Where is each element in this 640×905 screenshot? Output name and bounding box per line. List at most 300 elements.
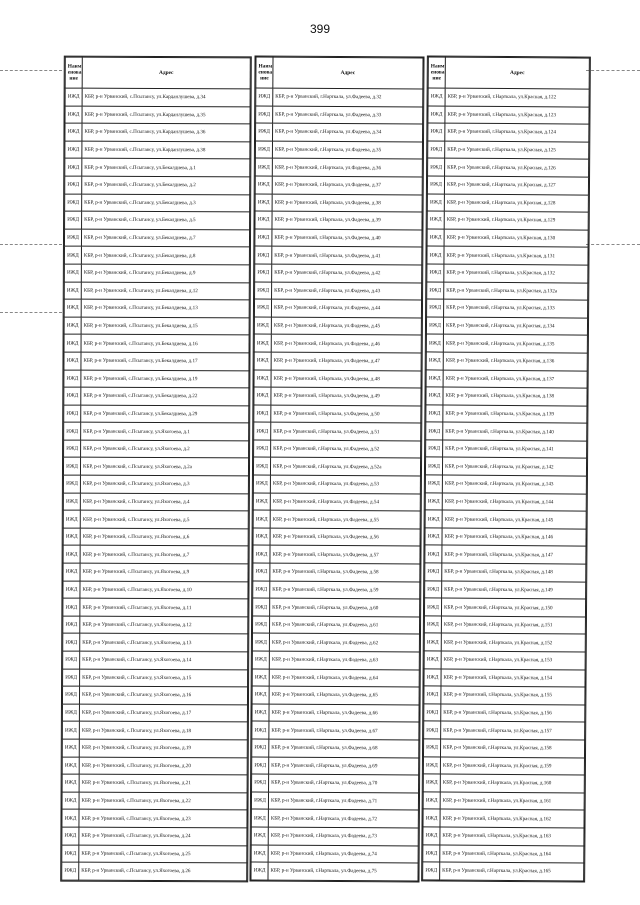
table-row <box>255 229 422 248</box>
address-cell: КБР, р-н Урванский, г.Нарткала, ул.Красная, д.156 <box>441 704 585 723</box>
table-row <box>255 246 422 265</box>
table-row <box>254 369 421 388</box>
address-cell: КБР, р-н Урванский, г.Нарткала, ул.Красная, д.133 <box>444 299 588 318</box>
address-cell: КБР, р-н Урванский, г.Нарткала, ул.Красная, д.123 <box>445 106 589 125</box>
object-kind-cell: ИЖД <box>63 458 80 476</box>
table-row <box>251 862 418 881</box>
object-kind-cell: ИЖД <box>63 475 80 493</box>
table-row <box>253 510 420 529</box>
table-row <box>62 704 247 722</box>
object-kind-cell: ИЖД <box>252 633 269 651</box>
object-kind-cell: ИЖД <box>254 440 271 458</box>
table-row <box>424 721 585 740</box>
object-kind-cell: ИЖД <box>424 651 441 669</box>
address-cell: КБР, р-н Урванский, г.Нарткала, ул.Красная, д.129 <box>444 211 588 230</box>
address-cell: КБР, р-н Урванский, г.Нарткала, ул.Фадеева, д.34 <box>273 123 423 142</box>
address-cell: КБР, р-н Урванский, г.Нарткала, ул.Красная, д.153 <box>441 651 585 670</box>
page-number: 399 <box>309 22 331 36</box>
address-cell: КБР, р-н Урванский, с.Псыгансу, ул.Яхогоева, д.15 <box>80 669 248 687</box>
address-cell: КБР, р-н Урванский, г.Нарткала, ул.Красная, д.163 <box>440 827 584 846</box>
table-row <box>428 141 589 160</box>
object-kind-cell: ИЖД <box>423 756 440 774</box>
address-cell: КБР, р-н Урванский, г.Нарткала, ул.Фадеева, д.36 <box>272 158 422 177</box>
table-row <box>425 493 586 512</box>
address-cell: КБР, р-н Урванский, с.Псыгансу, ул.Яхогоева, д.22 <box>79 792 247 810</box>
table-row <box>426 352 587 371</box>
address-cell: КБР, р-н Урванский, г.Нарткала, ул.Фадеева, д.71 <box>268 792 418 811</box>
object-kind-cell: ИЖД <box>255 194 272 212</box>
address-cell: КБР, р-н Урванский, г.Нарткала, ул.Красная, д.130 <box>444 229 588 248</box>
table-row <box>427 246 588 265</box>
object-kind-cell: ИЖД <box>255 264 272 282</box>
table-row <box>427 229 588 248</box>
object-kind-cell: ИЖД <box>427 281 444 299</box>
table-row <box>62 721 247 739</box>
table-row <box>424 686 585 705</box>
object-kind-cell: ИЖД <box>63 651 80 669</box>
table-row <box>428 88 589 107</box>
address-cell: КБР, р-н Урванский, с.Псыгансу, ул.Бекалдиева, д.2 <box>82 176 250 194</box>
address-cell: КБР, р-н Урванский, с.Псыгансу, ул.Бекалдиева, д.1 <box>82 159 250 177</box>
object-kind-cell: ИЖД <box>64 405 81 423</box>
address-cell: КБР, р-н Урванский, г.Нарткала, ул.Фадеева, д.70 <box>269 774 419 793</box>
table-row <box>253 457 420 476</box>
object-kind-cell: ИЖД <box>426 334 443 352</box>
address-cell: КБР, р-н Урванский, г.Нарткала, ул.Фадеева, д.60 <box>270 598 420 617</box>
table-row <box>256 106 423 125</box>
table-row <box>423 739 584 758</box>
scan-cut-line <box>0 244 62 245</box>
object-kind-cell: ИЖД <box>423 809 440 827</box>
object-kind-cell: ИЖД <box>255 176 272 194</box>
address-cell: КБР, р-н Урванский, г.Нарткала, ул.Красная, д.162 <box>440 809 584 828</box>
address-cell: КБР, р-н Урванский, с.Псыгансу, ул.Яхогоева, д.2а <box>80 458 248 476</box>
table-row <box>63 563 248 581</box>
address-cell: КБР, р-н Урванский, г.Нарткала, ул.Красная, д.150 <box>441 598 585 617</box>
object-kind-cell: ИЖД <box>251 827 268 845</box>
table-row <box>427 194 588 213</box>
table-row <box>251 845 418 864</box>
scan-cut-line <box>0 312 62 313</box>
object-kind-cell: ИЖД <box>65 211 82 229</box>
header-address: Адрес <box>82 57 250 89</box>
address-cell: КБР, р-н Урванский, с.Псыгансу, ул.Яхогоева, д.2 <box>81 440 249 458</box>
table-row <box>423 862 584 881</box>
address-cell: КБР, р-н Урванский, с.Псыгансу, ул.Бекалдиева, д.19 <box>81 370 249 388</box>
table-row <box>252 616 419 635</box>
object-kind-cell: ИЖД <box>252 686 269 704</box>
address-cell: КБР, р-н Урванский, г.Нарткала, ул.Красная, д.151 <box>441 616 585 635</box>
object-kind-cell: ИЖД <box>254 422 271 440</box>
table-row <box>65 141 250 159</box>
object-kind-cell: ИЖД <box>254 317 271 335</box>
table-row <box>424 616 585 635</box>
address-cell: КБР, р-н Урванский, с.Псыгансу, ул.Яхогоева, д.24 <box>79 827 247 845</box>
address-cell: КБР, р-н Урванский, г.Нарткала, ул.Красная, д.155 <box>441 686 585 705</box>
object-kind-cell: ИЖД <box>62 739 79 757</box>
address-cell: КБР, р-н Урванский, г.Нарткала, ул.Красная, д.161 <box>440 792 584 811</box>
table-row <box>64 422 249 440</box>
address-cell: КБР, р-н Урванский, г.Нарткала, ул.Фадеева, д.63 <box>269 651 419 670</box>
address-cell: КБР, р-н Урванский, г.Нарткала, ул.Фадеева, д.56 <box>270 528 420 547</box>
object-kind-cell: ИЖД <box>64 317 81 335</box>
address-cell: КБР, р-н Урванский, с.Псыгансу, ул.Бекалдиева, д.15 <box>81 317 249 335</box>
object-kind-cell: ИЖД <box>253 598 270 616</box>
object-kind-cell: ИЖД <box>64 352 81 370</box>
table-row <box>254 334 421 353</box>
table-row <box>63 669 248 687</box>
table-row <box>64 405 249 423</box>
table-row <box>63 616 248 634</box>
table-row <box>427 176 588 195</box>
object-kind-cell: ИЖД <box>253 457 270 475</box>
object-kind-cell: ИЖД <box>255 141 272 159</box>
object-kind-cell: ИЖД <box>428 141 445 159</box>
table-row <box>423 827 584 846</box>
table-row <box>255 176 422 195</box>
object-kind-cell: ИЖД <box>426 440 443 458</box>
object-kind-cell: ИЖД <box>424 616 441 634</box>
object-kind-cell: ИЖД <box>63 598 80 616</box>
table-row <box>254 405 421 424</box>
object-kind-cell: ИЖД <box>425 581 442 599</box>
object-kind-cell: ИЖД <box>62 809 79 827</box>
table-row <box>426 369 587 388</box>
address-cell: КБР, р-н Урванский, г.Нарткала, ул.Красная, д.157 <box>441 721 585 740</box>
table-row <box>425 528 586 547</box>
table-row <box>64 352 249 370</box>
table-row <box>423 844 584 863</box>
object-kind-cell: ИЖД <box>65 141 82 159</box>
address-cell: КБР, р-н Урванский, с.Псыгансу, ул.Яхогоева, д.16 <box>79 686 247 704</box>
address-cell: КБР, р-н Урванский, г.Нарткала, ул.Красная, д.158 <box>440 739 584 758</box>
address-cell: КБР, р-н Урванский, г.Нарткала, ул.Красная, д.131 <box>444 246 588 265</box>
address-cell: КБР, р-н Урванский, с.Псыгансу, ул.Яхогоева, д.21 <box>79 774 247 792</box>
object-kind-cell: ИЖД <box>64 264 81 282</box>
object-kind-cell: ИЖД <box>428 158 445 176</box>
address-cell: КБР, р-н Урванский, с.Псыгансу, ул.Яхогоева, д.23 <box>79 810 247 828</box>
address-cell: КБР, р-н Урванский, г.Нарткала, ул.Фадеева, д.69 <box>269 757 419 776</box>
address-cell: КБР, р-н Урванский, г.Нарткала, ул.Фадеева, д.57 <box>270 546 420 565</box>
table-row <box>63 475 248 493</box>
header-address: Адрес <box>445 57 589 89</box>
object-kind-cell: ИЖД <box>252 616 269 634</box>
table-row <box>427 299 588 318</box>
table-row <box>64 282 249 300</box>
object-kind-cell: ИЖД <box>64 440 81 458</box>
object-kind-cell: ИЖД <box>63 634 80 652</box>
address-cell: КБР, р-н Урванский, г.Нарткала, ул.Фадеева, д.49 <box>271 387 421 406</box>
address-cell: КБР, р-н Урванский, г.Нарткала, ул.Красная, д.132 <box>444 264 588 283</box>
address-cell: КБР, р-н Урванский, г.Нарткала, ул.Красная, д.141 <box>443 440 587 459</box>
object-kind-cell: ИЖД <box>64 229 81 247</box>
object-kind-cell: ИЖД <box>427 194 444 212</box>
object-kind-cell: ИЖД <box>426 317 443 335</box>
table-row <box>62 757 247 775</box>
table-row <box>426 440 587 459</box>
address-cell: КБР, р-н Урванский, с.Псыгансу, ул.Яхогоева, д.9 <box>80 563 248 581</box>
address-cell: КБР, р-н Урванский, г.Нарткала, ул.Красная, д.149 <box>442 581 586 600</box>
table-row <box>426 387 587 406</box>
table-row <box>255 158 422 177</box>
object-kind-cell: ИЖД <box>62 721 79 739</box>
address-cell: КБР, р-н Урванский, г.Нарткала, ул.Фадеева, д.55 <box>270 510 420 529</box>
table-row <box>253 581 420 600</box>
header-kind: Наим енова ние <box>256 57 273 88</box>
address-cell: КБР, р-н Урванский, г.Нарткала, ул.Красная, д.147 <box>442 545 586 564</box>
address-cell: КБР, р-н Урванский, г.Нарткала, ул.Фадеева, д.52 <box>271 440 421 459</box>
object-kind-cell: ИЖД <box>65 158 82 176</box>
address-cell: КБР, р-н Урванский, с.Псыгансу, ул.Карданлушева, д.36 <box>82 123 250 141</box>
object-kind-cell: ИЖД <box>62 862 79 880</box>
object-kind-cell: ИЖД <box>426 422 443 440</box>
address-table <box>250 56 423 881</box>
address-cell: КБР, р-н Урванский, г.Нарткала, ул.Фадеева, д.46 <box>271 334 421 353</box>
table-row <box>252 669 419 688</box>
object-kind-cell: ИЖД <box>64 282 81 300</box>
table-row <box>63 581 248 599</box>
table-row <box>425 581 586 600</box>
object-kind-cell: ИЖД <box>425 475 442 493</box>
object-kind-cell: ИЖД <box>65 123 82 141</box>
object-kind-cell: ИЖД <box>64 387 81 405</box>
address-cell: КБР, р-н Урванский, г.Нарткала, ул.Фадеева, д.58 <box>270 563 420 582</box>
object-kind-cell: ИЖД <box>253 563 270 581</box>
address-cell: КБР, р-н Урванский, г.Нарткала, ул.Красная, д.148 <box>442 563 586 582</box>
address-cell: КБР, р-н Урванский, с.Псыгансу, ул.Яхогоева, д.13 <box>80 634 248 652</box>
address-cell: КБР, р-н Урванский, с.Псыгансу, ул.Яхогоева, д.19 <box>79 739 247 757</box>
table-column-1 <box>60 56 252 883</box>
address-cell: КБР, р-н Урванский, г.Нарткала, ул.Фадеева, д.32 <box>273 88 423 107</box>
table-row <box>62 809 247 827</box>
table-row <box>63 528 248 546</box>
table-row <box>428 158 589 177</box>
object-kind-cell: ИЖД <box>425 563 442 581</box>
object-kind-cell: ИЖД <box>62 686 79 704</box>
object-kind-cell: ИЖД <box>254 352 271 370</box>
address-cell: КБР, р-н Урванский, г.Нарткала, ул.Фадеева, д.66 <box>269 704 419 723</box>
address-cell: КБР, р-н Урванский, г.Нарткала, ул.Красная, д.128 <box>444 194 588 213</box>
address-table <box>422 56 590 881</box>
address-cell: КБР, р-н Урванский, г.Нарткала, ул.Красная, д.154 <box>441 669 585 688</box>
address-cell: КБР, р-н Урванский, с.Псыгансу, ул.Бекалдиева, д.3 <box>82 194 250 212</box>
object-kind-cell: ИЖД <box>65 88 82 106</box>
table-row <box>255 282 422 301</box>
scan-cut-line <box>0 70 62 71</box>
address-cell: КБР, р-н Урванский, с.Псыгансу, ул.Бекалдиева, д.8 <box>81 247 249 265</box>
object-kind-cell: ИЖД <box>428 106 445 124</box>
address-cell: КБР, р-н Урванский, с.Псыгансу, ул.Карданлушева, д.38 <box>82 141 250 159</box>
object-kind-cell: ИЖД <box>425 510 442 528</box>
table-row <box>65 194 250 212</box>
object-kind-cell: ИЖД <box>426 405 443 423</box>
address-cell: КБР, р-н Урванский, с.Псыгансу, ул.Бекалдиева, д.17 <box>81 352 249 370</box>
address-cell: КБР, р-н Урванский, с.Псыгансу, ул.Яхогоева, д.4 <box>80 493 248 511</box>
table-row <box>423 792 584 811</box>
address-cell: КБР, р-н Урванский, г.Нарткала, ул.Фадеева, д.74 <box>268 845 418 864</box>
object-kind-cell: ИЖД <box>64 246 81 264</box>
table-row <box>423 774 584 793</box>
address-cell: КБР, р-н Урванский, г.Нарткала, ул.Фадеева, д.61 <box>269 616 419 635</box>
object-kind-cell: ИЖД <box>63 546 80 564</box>
object-kind-cell: ИЖД <box>254 405 271 423</box>
address-cell: КБР, р-н Урванский, с.Псыгансу, ул.Бекалдиева, д.29 <box>81 405 249 423</box>
table-row <box>423 756 584 775</box>
table-row <box>64 317 249 335</box>
table-row <box>425 563 586 582</box>
address-cell: КБР, р-н Урванский, с.Псыгансу, ул.Яхогоева, д.11 <box>80 598 248 616</box>
scan-cut-line <box>586 70 640 71</box>
table-row <box>252 686 419 705</box>
table-row <box>255 141 422 160</box>
address-cell: КБР, р-н Урванский, г.Нарткала, ул.Фадеева, д.53 <box>270 475 420 494</box>
object-kind-cell: ИЖД <box>254 299 271 317</box>
object-kind-cell: ИЖД <box>64 370 81 388</box>
address-cell: КБР, р-н Урванский, с.Псыгансу, ул.Яхогоева, д.12 <box>80 616 248 634</box>
table-row <box>256 123 423 142</box>
table-row <box>251 827 418 846</box>
object-kind-cell: ИЖД <box>253 493 270 511</box>
object-kind-cell: ИЖД <box>253 528 270 546</box>
object-kind-cell: ИЖД <box>253 510 270 528</box>
table-row <box>427 281 588 300</box>
object-kind-cell: ИЖД <box>255 211 272 229</box>
address-cell: КБР, р-н Урванский, г.Нарткала, ул.Фадеева, д.62 <box>269 633 419 652</box>
address-cell: КБР, р-н Урванский, г.Нарткала, ул.Красная, д.132а <box>444 282 588 301</box>
object-kind-cell: ИЖД <box>424 686 441 704</box>
header-address: Адрес <box>273 57 423 89</box>
address-cell: КБР, р-н Урванский, с.Псыгансу, ул.Бекалдиева, д.16 <box>81 334 249 352</box>
object-kind-cell: ИЖД <box>253 475 270 493</box>
address-cell: КБР, р-н Урванский, с.Псыгансу, ул.Яхогоева, д.5 <box>80 510 248 528</box>
address-cell: КБР, р-н Урванский, г.Нарткала, ул.Фадеева, д.68 <box>269 739 419 758</box>
object-kind-cell: ИЖД <box>64 299 81 317</box>
address-cell: КБР, р-н Урванский, г.Нарткала, ул.Фадеева, д.64 <box>269 669 419 688</box>
table-row <box>65 106 250 124</box>
header-kind: Наим енова ние <box>428 57 445 88</box>
address-cell: КБР, р-н Урванский, г.Нарткала, ул.Фадеева, д.37 <box>272 176 422 195</box>
address-cell: КБР, р-н Урванский, г.Нарткала, ул.Фадеева, д.38 <box>272 194 422 213</box>
table-row <box>425 545 586 564</box>
address-cell: КБР, р-н Урванский, г.Нарткала, ул.Красная, д.146 <box>442 528 586 547</box>
object-kind-cell: ИЖД <box>255 282 272 300</box>
object-kind-cell: ИЖД <box>426 369 443 387</box>
table-column-2 <box>249 55 424 882</box>
address-cell: КБР, р-н Урванский, г.Нарткала, ул.Красная, д.124 <box>445 123 589 142</box>
table-row <box>252 704 419 723</box>
table-row <box>62 792 247 810</box>
table-row <box>251 809 418 828</box>
object-kind-cell: ИЖД <box>63 493 80 511</box>
table-row <box>252 774 419 793</box>
object-kind-cell: ИЖД <box>255 229 272 247</box>
table-row <box>426 422 587 441</box>
object-kind-cell: ИЖД <box>251 845 268 863</box>
address-cell: КБР, р-н Урванский, с.Псыгансу, ул.Бекалдиева, д.7 <box>81 229 249 247</box>
object-kind-cell: ИЖД <box>255 158 272 176</box>
address-cell: КБР, р-н Урванский, г.Нарткала, ул.Красная, д.164 <box>440 845 584 864</box>
object-kind-cell: ИЖД <box>424 633 441 651</box>
table-row <box>253 528 420 547</box>
object-kind-cell: ИЖД <box>65 176 82 194</box>
address-cell: КБР, р-н Урванский, с.Псыгансу, ул.Яхогоева, д.1 <box>81 422 249 440</box>
table-row <box>425 510 586 529</box>
table-row <box>64 299 249 317</box>
object-kind-cell: ИЖД <box>428 123 445 141</box>
object-kind-cell: ИЖД <box>62 792 79 810</box>
table-row <box>428 106 589 125</box>
table-row <box>256 88 423 107</box>
object-kind-cell: ИЖД <box>425 545 442 563</box>
address-cell: КБР, р-н Урванский, г.Нарткала, ул.Красная, д.159 <box>440 757 584 776</box>
table-row <box>254 440 421 459</box>
object-kind-cell: ИЖД <box>62 704 79 722</box>
address-cell: КБР, р-н Урванский, г.Нарткала, ул.Фадеева, д.67 <box>269 721 419 740</box>
table-row <box>426 405 587 424</box>
address-cell: КБР, р-н Урванский, г.Нарткала, ул.Фадеева, д.51 <box>271 422 421 441</box>
table-row <box>253 598 420 617</box>
object-kind-cell: ИЖД <box>252 721 269 739</box>
address-cell: КБР, р-н Урванский, г.Нарткала, ул.Красная, д.136 <box>443 352 587 371</box>
table-row <box>253 493 420 512</box>
table-row <box>252 739 419 758</box>
address-cell: КБР, р-н Урванский, с.Псыгансу, ул.Яхогоева, д.17 <box>79 704 247 722</box>
address-cell: КБР, р-н Урванский, с.Псыгансу, ул.Бекалдиева, д.5 <box>82 211 250 229</box>
object-kind-cell: ИЖД <box>63 581 80 599</box>
address-cell: КБР, р-н Урванский, г.Нарткала, ул.Красная, д.152 <box>441 633 585 652</box>
address-cell: КБР, р-н Урванский, г.Нарткала, ул.Красная, д.122 <box>445 88 589 107</box>
object-kind-cell: ИЖД <box>427 229 444 247</box>
address-cell: КБР, р-н Урванский, г.Нарткала, ул.Красная, д.165 <box>440 862 584 881</box>
address-cell: КБР, р-н Урванский, с.Псыгансу, ул.Карданлушева, д.35 <box>82 106 250 124</box>
address-cell: КБР, р-н Урванский, г.Нарткала, ул.Фадеева, д.73 <box>268 827 418 846</box>
table-row <box>64 440 249 458</box>
address-cell: КБР, р-н Урванский, г.Нарткала, ул.Красная, д.139 <box>443 405 587 424</box>
address-cell: КБР, р-н Урванский, г.Нарткала, ул.Фадеева, д.72 <box>268 809 418 828</box>
object-kind-cell: ИЖД <box>256 106 273 124</box>
table-row <box>62 845 247 863</box>
address-table <box>61 57 251 882</box>
table-row <box>64 264 249 282</box>
object-kind-cell: ИЖД <box>255 246 272 264</box>
object-kind-cell: ИЖД <box>428 88 445 106</box>
address-cell: КБР, р-н Урванский, г.Нарткала, ул.Красная, д.138 <box>443 387 587 406</box>
object-kind-cell: ИЖД <box>426 387 443 405</box>
address-cell: КБР, р-н Урванский, с.Псыгансу, ул.Бекалдиева, д.13 <box>81 299 249 317</box>
object-kind-cell: ИЖД <box>423 739 440 757</box>
table-row <box>253 545 420 564</box>
address-cell: КБР, р-н Урванский, г.Нарткала, ул.Фадеева, д.43 <box>272 282 422 301</box>
table-row <box>65 211 250 229</box>
table-row <box>428 123 589 142</box>
address-cell: КБР, р-н Урванский, с.Псыгансу, ул.Карданлушева, д.34 <box>82 88 250 106</box>
object-kind-cell: ИЖД <box>64 334 81 352</box>
object-kind-cell: ИЖД <box>63 528 80 546</box>
address-cell: КБР, р-н Урванский, г.Нарткала, ул.Фадеева, д.44 <box>271 299 421 318</box>
table-row <box>63 598 248 616</box>
address-cell: КБР, р-н Урванский, с.Псыгансу, ул.Бекалдиева, д.12 <box>81 282 249 300</box>
table-row <box>63 493 248 511</box>
object-kind-cell: ИЖД <box>63 510 80 528</box>
object-kind-cell: ИЖД <box>63 563 80 581</box>
address-cell: КБР, р-н Урванский, с.Псыгансу, ул.Бекалдиева, д.22 <box>81 387 249 405</box>
table-row <box>427 264 588 283</box>
address-cell: КБР, р-н Урванский, г.Нарткала, ул.Красная, д.140 <box>443 422 587 441</box>
object-kind-cell: ИЖД <box>427 176 444 194</box>
address-cell: КБР, р-н Урванский, г.Нарткала, ул.Красная, д.135 <box>443 334 587 353</box>
table-row <box>62 862 247 880</box>
table-row <box>425 475 586 494</box>
